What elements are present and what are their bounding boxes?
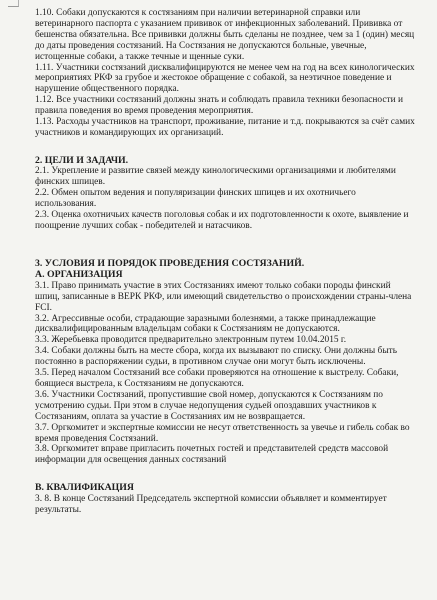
paragraph-3-8: 3.8. Оргкомитет вправе пригласить почетных гостей и представителей средств массовой информации для освещения данных состязаний [35,444,389,466]
paragraph-1-11: 1.11. Участники состязаний дисквалифицируются не менее чем на год на всех кинологических мероприятиях РКФ за грубое и жестокое обращение с собакой, за неэтичное поведение и нарушение общественного порядка. [35,62,415,95]
paragraph-3-3: 3.3. Жеребьевка проводится предварительно электронным путем 10.04.2015 г. [35,335,347,346]
paragraph-2-1: 2.1. Укрепление и развитие связей между кинологическими организациями и любителями финских шпицев. [35,166,396,188]
paragraph-3-2: 3.2. Агрессивные особи, страдающие заразными болезнями, а также принадлежащие дисквалифицированным владельцам собаки к Состязаниям не допускаются. [35,313,376,335]
paragraph-3-4: 3.4. Собаки должны быть на месте сбора, когда их вызывают по списку. Они должны быть постоянно в распоряжении судьи, в противном случае они могут быть исключены. [35,346,397,368]
section-3-heading: 3. УСЛОВИЯ И ПОРЯДОК ПРОВЕДЕНИЯ СОСТЯЗАНИЙ. [35,257,305,269]
paragraph-1-10: 1.10. Собаки допускаются к состязаниям при наличии ветеринарной справки или ветеринарного паспорта с указанием прививок от инфекционных заболеваний. Прививка от бешенства обязательна. Все прививки должны быть сделаны не позднее, чем за 1 (один) месяц до даты проведения состязаний. На Состязания не допускаются больные, увечные, истощенные собаки, а также течные и щенные суки. [35,8,415,62]
staple-mark [8,0,19,7]
spacer [35,466,415,482]
paragraph-3-7: 3.7. Оргкомитет и экспертные комиссии не несут ответственность за увечье и гибель собак во время проведения Состязаний. [35,422,410,444]
spacer [35,139,415,155]
paragraph-b-3-8: 3. 8. В конце Состязаний Председатель экспертной комиссии объявляет и комментирует результаты. [35,493,387,515]
paragraph-3-5: 3.5. Перед началом Состязаний все собаки проверяются на отношение к выстрелу. Собаки, боящиеся выстрела, к Состязаниям не допускаются. [35,368,399,389]
paragraph-2-3: 2.3. Оценка охотничьих качеств поголовья собак и их подготовленности к охоте, выявление и поощрение лучших собак - победителей и натасчиков. [35,210,409,231]
paragraph-2-2: 2.2. Обмен опытом ведения и популяризации финских шпицев и их охотничьего использования. [35,188,356,210]
section-b-heading: В. КВАЛИФИКАЦИЯ [35,482,134,494]
paragraph-1-12: 1.12. Все участники состязаний должны знать и соблюдать правила техники безопасности и правила поведения во время проведения мероприятия. [35,95,403,117]
paragraph-3-6: 3.6. Участники Состязаний, пропустившие свой номер, допускаются к Состязаниям по усмотрению судьи. При этом в случае недопущения судьей опоздавших участников к Состязаниям, оплата за участие в Состязаниях им не возвращается. [35,389,383,422]
section-2-heading: 2. ЦЕЛИ И ЗАДАЧИ. [35,154,129,166]
paragraph-1-13: 1.13. Расходы участников на транспорт, проживание, питание и т.д. покрываются за счёт самих участников и командирующих их организаций. [35,117,415,138]
spacer [35,248,415,258]
paragraph-3-1: 3.1. Право принимать участие в этих Состязаниях имеют только собаки породы финский шпиц, записанные в ВЕРК РКФ, или имеющий свидетельство о происхождении страны-члена FCI. [35,280,412,313]
section-3a-subheading: А. ОРГАНИЗАЦИЯ [35,269,123,281]
spacer [35,232,415,248]
